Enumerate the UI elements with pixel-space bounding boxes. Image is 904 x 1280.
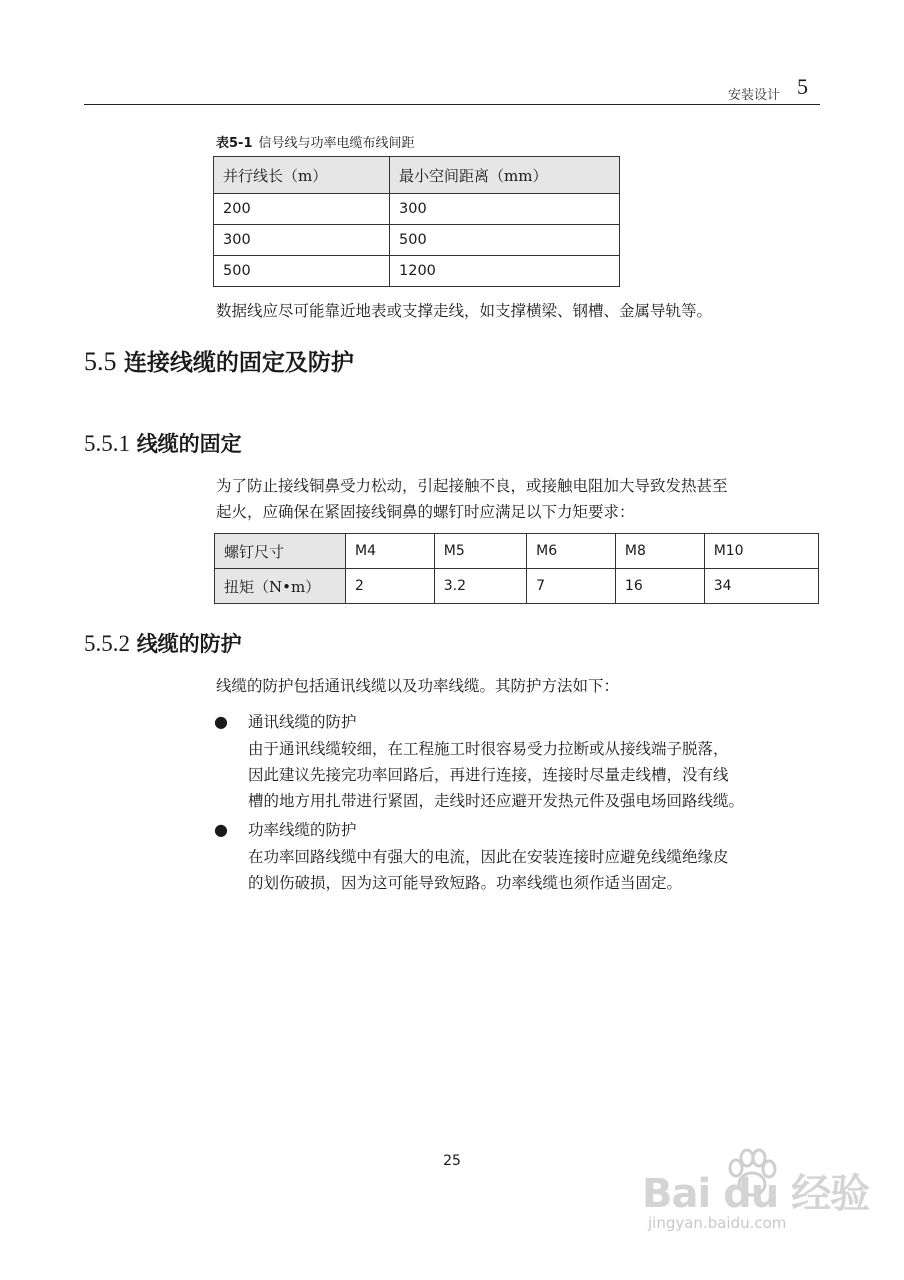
table-cell: 34 — [704, 569, 818, 604]
paragraph-line: 起火，应确保在紧固接线铜鼻的螺钉时应满足以下力矩要求： — [216, 503, 635, 521]
section-number: 5.5.1 — [84, 431, 130, 456]
table-caption-label: 表5-1 — [216, 136, 253, 151]
bullet-body — [248, 736, 824, 814]
paragraph-line: 槽的地方用扎带进行紧固，走线时还应避开发热元件及强电场回路线缆。 — [248, 792, 745, 810]
section-title: 连接线缆的固定及防护 — [123, 350, 354, 376]
watermark-url: jingyan.baidu.com — [648, 1214, 787, 1232]
table-row-header: 螺钉尺寸 — [215, 534, 346, 569]
table-row-header: 扭矩（N•m） — [215, 569, 346, 604]
torque-table — [214, 533, 819, 604]
header-rule — [84, 104, 820, 105]
section-heading-5-5 — [84, 344, 354, 377]
bullet-label: 通讯线缆的防护 — [248, 713, 357, 731]
table-cell: M8 — [615, 534, 704, 569]
bullet-dot: ● — [214, 712, 228, 731]
table-row — [214, 225, 620, 256]
table-row — [214, 256, 620, 287]
section-number: 5.5.2 — [84, 631, 130, 656]
table-caption — [216, 132, 415, 151]
table-cell: 500 — [214, 256, 390, 287]
table-cell: 2 — [346, 569, 435, 604]
table-cell: 300 — [214, 225, 390, 256]
paragraph-protection-intro: 线缆的防护包括通讯线缆以及功率线缆。其防护方法如下： — [216, 677, 620, 695]
table-cell: M6 — [527, 534, 616, 569]
table-cell: M4 — [346, 534, 435, 569]
table-cell: 200 — [214, 194, 390, 225]
table-row — [215, 569, 819, 604]
bullet-dot: ● — [214, 820, 228, 839]
section-number: 5.5 — [84, 347, 117, 376]
table-cell: 300 — [390, 194, 620, 225]
table-row — [215, 534, 819, 569]
running-header-chapter-number: 5 — [797, 74, 808, 99]
table-header-row — [214, 157, 620, 194]
paragraph-torque-intro — [216, 473, 820, 525]
table-cell: 16 — [615, 569, 704, 604]
paragraph-line: 在功率回路线缆中有强大的电流，因此在安装连接时应避免线缆绝缘皮 — [248, 848, 729, 866]
paragraph-line: 由于通讯线缆较细，在工程施工时很容易受力拉断或从接线端子脱落， — [248, 740, 729, 758]
table-cell: 1200 — [390, 256, 620, 287]
running-header-title: 安装设计 — [727, 88, 780, 103]
section-heading-5-5-2 — [84, 628, 242, 658]
paragraph-support-routing: 数据线应尽可能靠近地表或支撑走线，如支撑横梁、钢槽、金属导轨等。 — [216, 302, 713, 320]
section-title: 线缆的防护 — [136, 632, 242, 656]
paragraph-line: 因此建议先接完功率回路后，再进行连接，连接时尽量走线槽，没有线 — [248, 766, 729, 784]
table-header-cell: 最小空间距离（mm） — [390, 157, 620, 194]
table-caption-text: 信号线与功率电缆布线间距 — [258, 136, 415, 151]
spacing-table — [213, 156, 620, 287]
watermark-logo-text: Bai du 经验 — [642, 1171, 870, 1217]
table-cell: 3.2 — [434, 569, 526, 604]
table-cell: 7 — [527, 569, 616, 604]
baidu-jingyan-watermark — [640, 1140, 880, 1240]
paragraph-line: 为了防止接线铜鼻受力松动，引起接触不良，或接触电阻加大导致发热甚至 — [216, 477, 728, 495]
bullet-label: 功率线缆的防护 — [248, 821, 357, 839]
section-title: 线缆的固定 — [136, 432, 242, 456]
page-number: 25 — [443, 1153, 461, 1169]
table-cell: M10 — [704, 534, 818, 569]
table-cell: 500 — [390, 225, 620, 256]
table-header-cell: 并行线长（m） — [214, 157, 390, 194]
section-heading-5-5-1 — [84, 428, 242, 458]
table-row — [214, 194, 620, 225]
bullet-body — [248, 844, 824, 896]
paragraph-line: 的划伤破损，因为这可能导致短路。功率线缆也须作适当固定。 — [248, 874, 683, 892]
table-cell: M5 — [434, 534, 526, 569]
